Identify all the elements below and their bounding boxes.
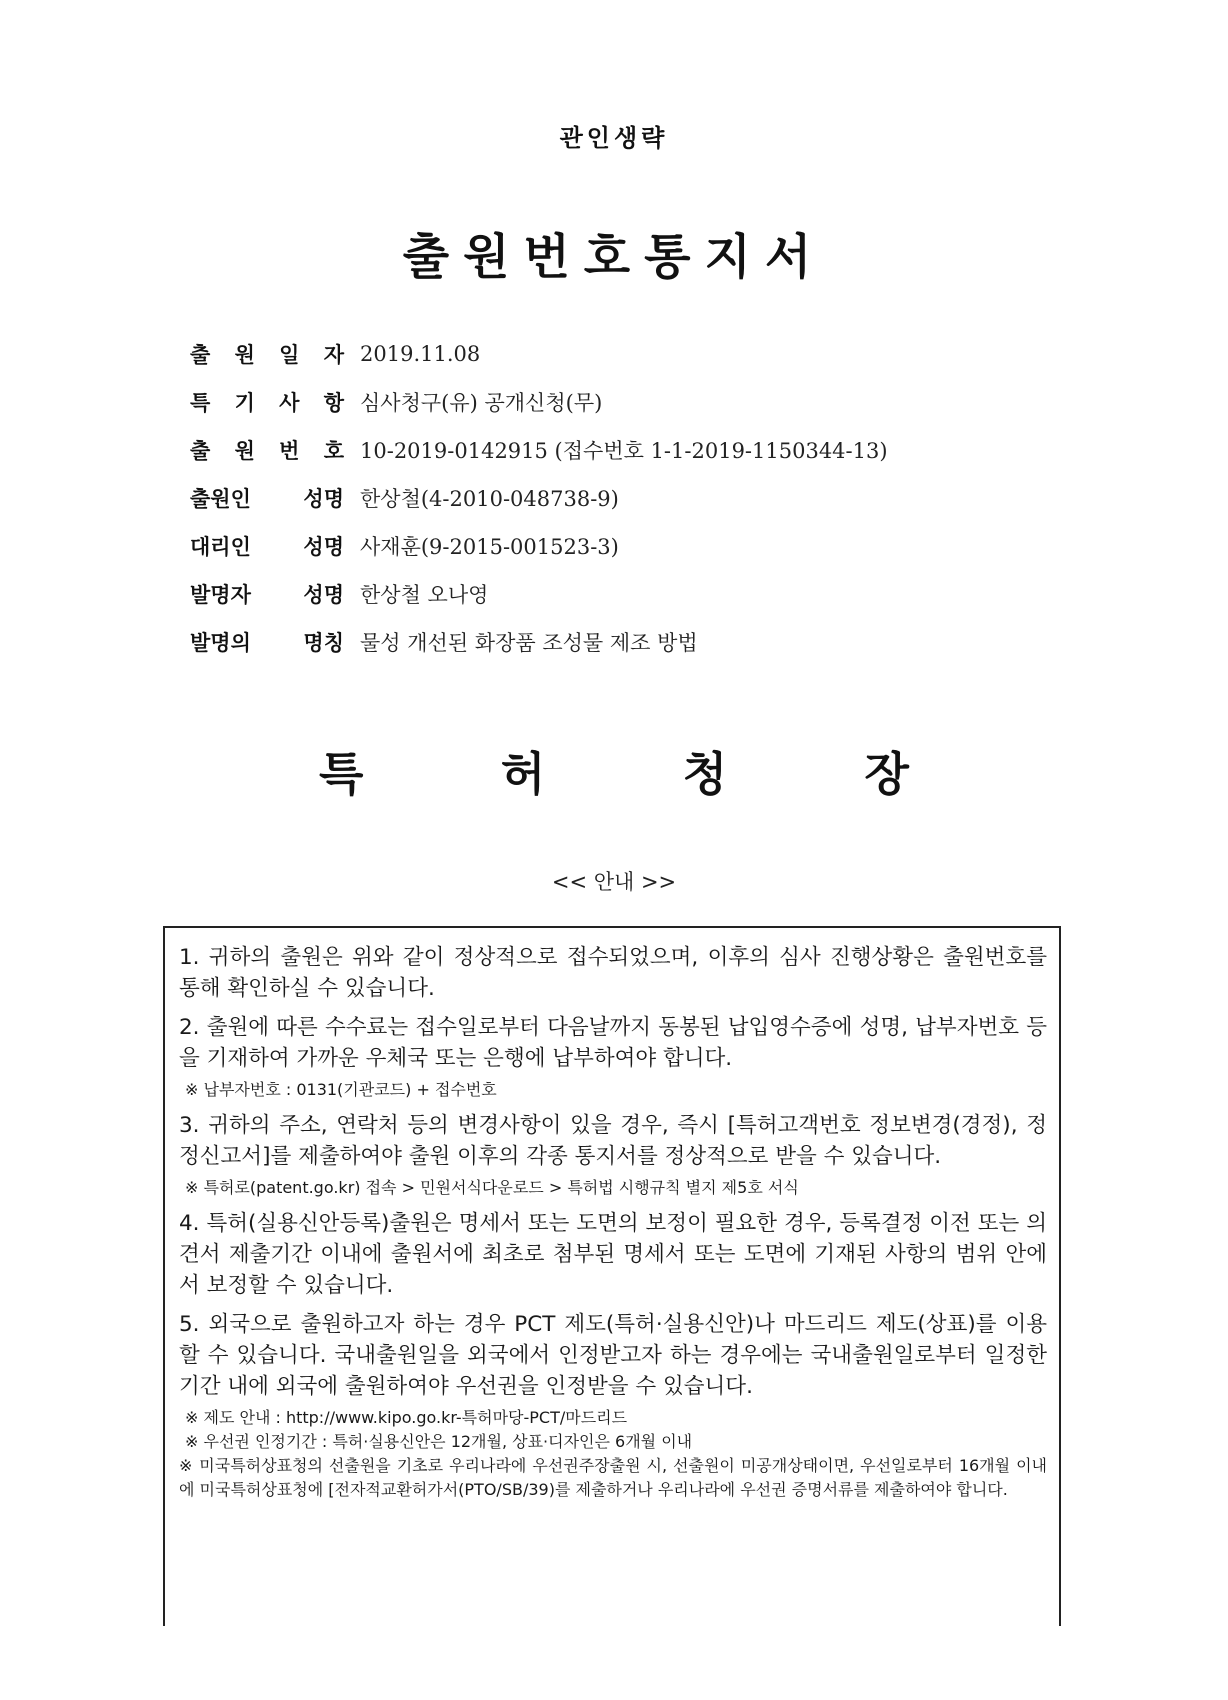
info-row-special-notes [190,378,1090,426]
info-row-agent [190,522,1090,570]
guide-note-form-download: ※ 특허로(patent.go.kr) 접속 > 민원서식다운로드 > 특허법 시행규칙 별지 제5호 서식 [185,1178,799,1197]
issuing-authority [0,738,1228,804]
info-label [190,531,360,561]
info-label [190,627,360,657]
info-value-special-notes: 심사청구(유) 공개신청(무) [360,391,603,415]
label-word: 출원인 [190,487,251,511]
info-row-invention-title [190,618,1090,666]
info-label [190,579,360,609]
info-row-inventors [190,570,1090,618]
info-label [190,339,360,369]
label-word: 명칭 [303,631,344,655]
authority-char: 특 [319,747,364,801]
label-char: 원 [234,343,255,367]
label-char: 호 [323,439,344,463]
info-label [190,483,360,513]
label-char: 기 [234,391,255,415]
application-info-table [190,330,1090,666]
label-char: 출 [190,439,211,463]
guide-item-2: 2. 출원에 따른 수수료는 접수일로부터 다음날까지 동봉된 납입영수증에 성명, 납부자번호 등을 기재하여 가까운 우체국 또는 은행에 납부하여야 합니다. [179,1015,1047,1071]
authority-char: 장 [864,747,909,801]
label-char: 사 [279,391,300,415]
info-value-inventors: 한상철 오나영 [360,583,489,607]
authority-name [319,738,909,804]
guide-heading: << 안내 >> [551,870,677,894]
authority-char: 허 [500,747,546,801]
authority-char: 청 [682,747,728,801]
info-row-applicant [190,474,1090,522]
info-value-agent: 사재훈(9-2015-001523-3) [360,535,619,559]
guide-item-4: 4. 특허(실용신안등록)출원은 명세서 또는 도면의 보정이 필요한 경우, 등록결정 이전 또는 의견서 제출기간 이내에 출원서에 최초로 첨부된 명세서 또는 도면에 기재된 사항의 범위 안에서 보정할 수 있습니다. [179,1211,1047,1298]
label-char: 특 [190,391,211,415]
label-char: 자 [323,343,344,367]
guide-note-payer-number: ※ 납부자번호 : 0131(기관코드) + 접수번호 [185,1080,497,1099]
info-value-applicant: 한상철(4-2010-048738-9) [360,487,619,511]
label-word: 발명자 [190,583,251,607]
seal-omitted-note: 관인생략 [559,124,669,152]
info-label [190,387,360,417]
label-word: 성명 [303,487,344,511]
label-word: 대리인 [190,535,251,559]
document-title: 출원번호통지서 [402,229,826,285]
guide-item-5: 5. 외국으로 출원하고자 하는 경우 PCT 제도(특허·실용신안)나 마드리드 제도(상표)를 이용할 수 있습니다. 국내출원일을 외국에서 인정받고자 하는 경우에는 국내출원일로부터 일정한 기간 내에 외국에 출원하여야 우선권을 인정받을 수 있습니다. [179,1312,1047,1399]
info-value-invention-title: 물성 개선된 화장품 조성물 제조 방법 [360,631,698,655]
guide-item-3: 3. 귀하의 주소, 연락처 등의 변경사항이 있을 경우, 즉시 [특허고객번호 정보변경(경정), 정정신고서]를 제출하여야 출원 이후의 각종 통지서를 정상적으로 받을 수 있습니다. [179,1113,1047,1169]
info-label [190,435,360,465]
label-char: 번 [279,439,300,463]
guide-item-1: 1. 귀하의 출원은 위와 같이 정상적으로 접수되었으며, 이후의 심사 진행상황은 출원번호를 통해 확인하실 수 있습니다. [179,945,1047,1001]
info-value-application-number: 10-2019-0142915 (접수번호 1-1-2019-1150344-13) [360,439,888,463]
guide-note-system-info: ※ 제도 안내 : http://www.kipo.go.kr-특허마당-PCT/마드리드 [185,1408,628,1427]
info-row-filing-date [190,330,1090,378]
label-char: 원 [234,439,255,463]
info-value-filing-date: 2019.11.08 [360,342,481,366]
label-char: 일 [279,343,300,367]
label-char: 항 [323,391,344,415]
label-word: 성명 [303,535,344,559]
guide-box [163,926,1061,1626]
label-char: 출 [190,343,211,367]
guide-note-priority-period: ※ 우선권 인정기간 : 특허·실용신안은 12개월, 상표·디자인은 6개월 이내 [185,1432,693,1451]
info-row-application-number [190,426,1090,474]
label-word: 발명의 [190,631,251,655]
label-word: 성명 [303,583,344,607]
guide-note-uspto-priority: ※ 미국특허상표청의 선출원을 기초로 우리나라에 우선권주장출원 시, 선출원이 미공개상태이면, 우선일로부터 16개월 이내에 미국특허상표청에 [전자적교환허가서(PTO/SB/39)를 제출하거나 우리나라에 우선권 증명서류를 제출하여야 합니다. [179,1456,1047,1499]
